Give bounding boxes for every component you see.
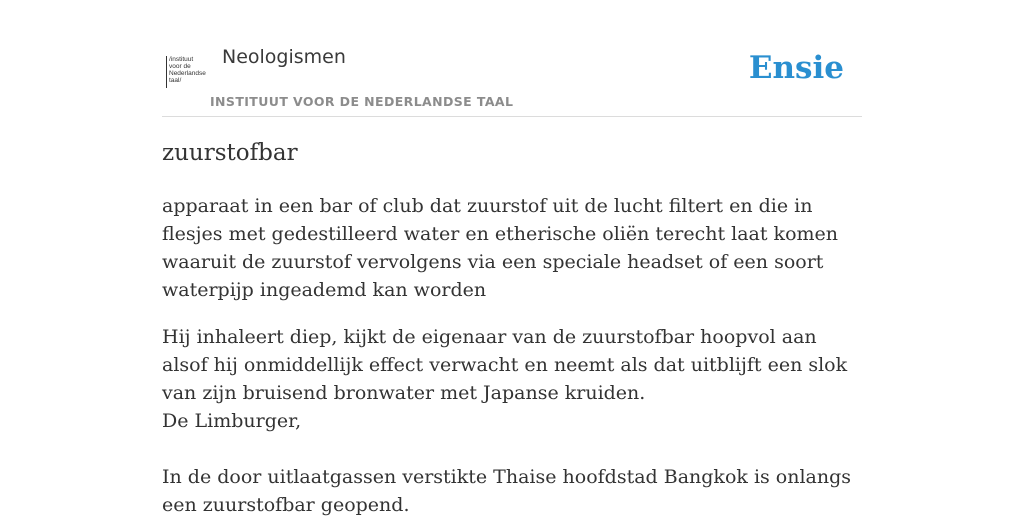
site-name[interactable]: Neologismen bbox=[222, 46, 346, 68]
ensie-logo[interactable]: Ensie bbox=[748, 50, 844, 86]
entry-page bbox=[162, 0, 862, 516]
quote-spacer bbox=[162, 435, 862, 463]
quote-text: In de door uitlaatgassen verstikte Thaise hoofdstad Bangkok is onlangs een zuurstofbar geopend. bbox=[162, 466, 852, 516]
logo-bar bbox=[166, 56, 167, 88]
institute-logo[interactable] bbox=[166, 56, 208, 90]
entry-word: zuurstofbar bbox=[162, 140, 298, 166]
quote-text: Hij inhaleert diep, kijkt de eigenaar van de zuurstofbar hoopvol aan alsof hij onmiddellijk effect verwacht en neemt als dat uitblijft een slok van zijn bruisend bronwater met Japanse kruiden. bbox=[162, 326, 848, 404]
logo-text: /instituut voor de Nederlandse taal/ bbox=[169, 56, 206, 84]
quote-source: De Limburger, bbox=[162, 410, 302, 432]
institute-name: INSTITUUT VOOR DE NEDERLANDSE TAAL bbox=[210, 94, 514, 109]
entry-definition: apparaat in een bar of club dat zuurstof uit de lucht filtert en die in flesjes met gedestilleerd water en etherische oliën terecht laat komen waaruit de zuurstof vervolgens via een speciale headset of een soort waterpijp ingeademd kan worden bbox=[162, 195, 839, 301]
header bbox=[162, 0, 862, 117]
entry-quotes bbox=[162, 323, 862, 519]
